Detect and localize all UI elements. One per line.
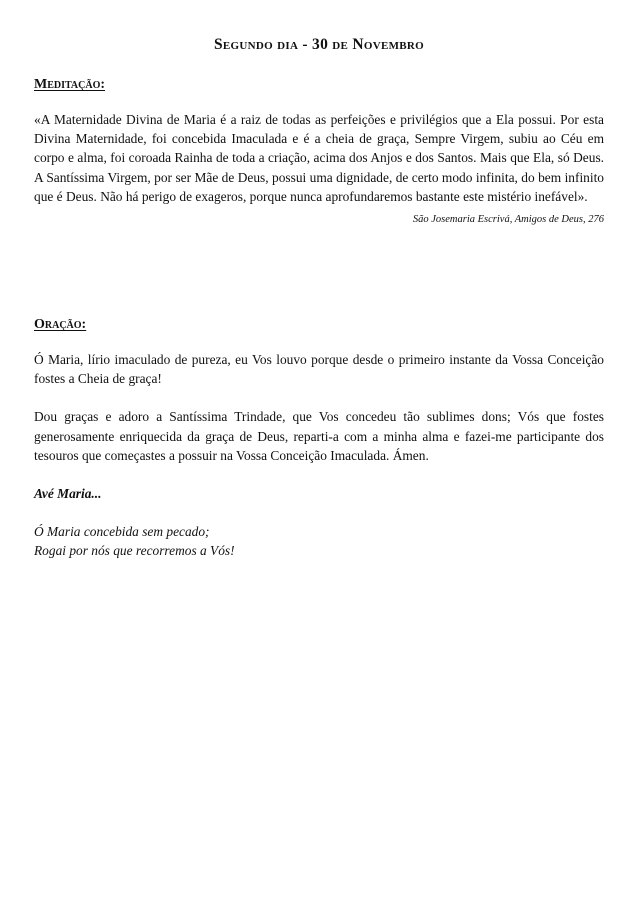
meditacao-heading: Meditação: [34,77,106,92]
meditacao-citation: São Josemaria Escrivá, Amigos de Deus, 276 [412,214,604,226]
closing-line-2: Rogai por nós que recorremos a Vós! [34,543,235,559]
ave-maria-line: Avé Maria... [34,486,102,502]
oracao-heading: Oração: [34,317,87,333]
meditacao-text: «A Maternidade Divina de Maria é a raiz de todas as perfeições e privilégios que a Ela possui. Por esta Divina Maternidade, foi concebida Imaculada e é a cheia de graça, Sempre Virgem, subiu ao Céu em corpo e alma, foi coroada Rainha de toda a criação, acima dos Anjos e dos Santos. Mais que Ela, só Deus. A Santíssima Virgem, por ser Mãe de Deus, possui uma dignidade, de certo modo infinita, do bem infinito que é Deus. Não há perigo de exageros, porque nunca aprofundaremos bastante este mistério inefável». [34,112,604,204]
oracao-paragraph-1: Ó Maria, lírio imaculado de pureza, eu Vos louvo porque desde o primeiro instante da Vossa Conceição fostes a Cheia de graça! [34,352,604,387]
page-title: Segundo dia - 30 de Novembro [213,36,425,53]
oracao-paragraph-2: Dou graças e adoro a Santíssima Trindade, que Vos concedeu tão sublimes dons; Vós que fostes generosamente enriquecida da graça de Deus, reparti-a com a minha alma e fazei-me participante dos tesouros que começastes a possuir na Vossa Conceição Imaculada. Ámen. [34,409,604,463]
closing-line-1: Ó Maria concebida sem pecado; [34,524,210,540]
document-page [34,36,604,561]
